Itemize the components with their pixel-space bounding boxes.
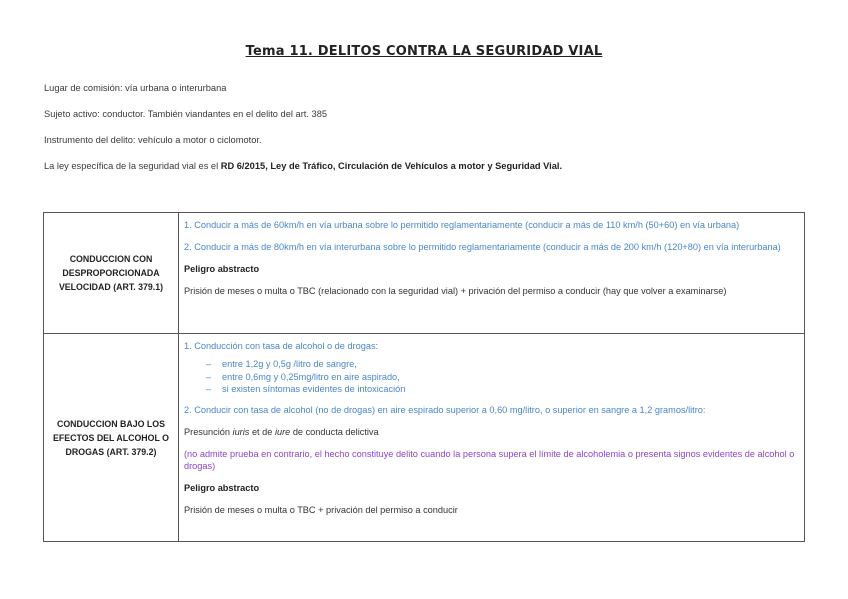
list-item: – entre 0,6mg y 0,25mg/litro en aire aspirado, <box>206 371 798 384</box>
presuncion-mid: et de <box>249 426 275 437</box>
intro-ley <box>44 160 804 172</box>
condition-item: 2. Conducir con tasa de alcohol (no de drogas) en aire espirado superior a 0,60 mg/litro, o superior en sangre a 1,2 gramos/litro: <box>184 404 706 415</box>
intro-ley-prefix: La ley específica de la seguridad vial es el <box>44 161 221 171</box>
presuncion-iuris: iuris <box>232 426 250 437</box>
presuncion-prefix: Presunción <box>184 426 233 437</box>
crime-details <box>179 334 805 542</box>
peligro-label: Peligro abstracto <box>184 482 260 493</box>
crime-name: CONDUCCION BAJO LOS EFECTOS DEL ALCOHOL O DROGAS (ART. 379.2) <box>44 334 179 542</box>
nota-text: (no admite prueba en contrario, el hecho constituye delito cuando la persona supera el límite de alcoholemia o presenta signos evidentes de alcohol o drogas) <box>184 448 795 471</box>
intro-instrumento: Instrumento del delito: vehículo a motor o ciclomotor. <box>44 135 262 145</box>
peligro-label: Peligro abstracto <box>184 264 260 274</box>
list-item: – entre 1,2g y 0,5g /litro de sangre, <box>206 358 798 371</box>
pena-text: Prisión de meses o multa o TBC (relacionado con la seguridad vial) + privación del permiso a conducir (hay que volver a examinarse) <box>184 286 727 296</box>
crimes-table <box>43 212 805 542</box>
condition-item: 1. Conducir a más de 60km/h en vía urbana sobre lo permitido reglamentariamente (conducir a más de 110 km/h (50+60) en vía urbana) <box>184 220 740 230</box>
intro-ley-bold: RD 6/2015, Ley de Tráfico, Circulación de Vehículos a motor y Seguridad Vial. <box>220 161 563 171</box>
table-row <box>44 213 805 334</box>
table-row <box>44 334 805 542</box>
crime-name: CONDUCCION CON DESPROPORCIONADA VELOCIDAD (ART. 379.1) <box>44 213 179 334</box>
condition-list <box>184 358 798 396</box>
condition-item: 1. Conducción con tasa de alcohol o de drogas: <box>184 341 379 351</box>
intro-sujeto: Sujeto activo: conductor. También viandantes en el delito del art. 385 <box>44 109 328 119</box>
condition-item: 2. Conducir a más de 80km/h en vía interurbana sobre lo permitido reglamentariamente (conducir a más de 200 km/h (120+80) en vía interurbana) <box>184 242 781 252</box>
pena-text: Prisión de meses o multa o TBC + privación del permiso a conducir <box>184 504 458 515</box>
intro-lugar: Lugar de comisión: vía urbana o interurbana <box>44 83 227 93</box>
presuncion-iure: iure <box>274 426 291 437</box>
presuncion-text <box>184 426 798 438</box>
page-title: Tema 11. DELITOS CONTRA LA SEGURIDAD VIAL <box>245 44 603 59</box>
intro-section <box>44 82 804 186</box>
presuncion-suffix: de conducta delictiva <box>290 426 379 437</box>
list-item: – si existen síntomas evidentes de intoxicación <box>206 383 798 396</box>
crime-details <box>179 213 805 334</box>
